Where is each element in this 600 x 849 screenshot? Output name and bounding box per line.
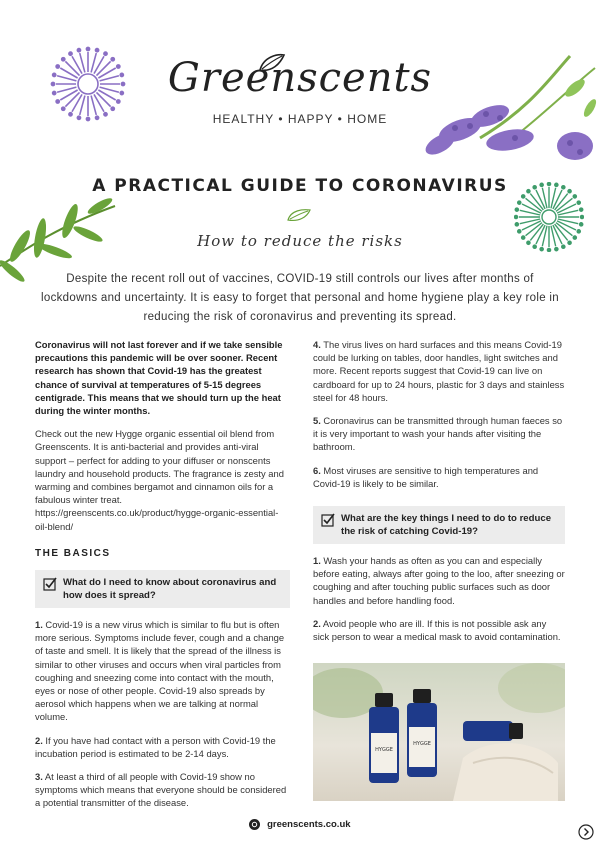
mandala-dot (580, 208, 583, 211)
mandala-dot (555, 183, 558, 186)
essential-oil-bottles-photo (313, 663, 565, 801)
mandala-dot (555, 248, 558, 251)
mandala-dot (573, 236, 576, 239)
mandala-dot (120, 91, 123, 94)
mandala-dot (53, 73, 56, 76)
lead-paragraph: Coronavirus will not last forever and if we take sensible precautions this pandemic will be over sooner. Recent research has shown that Covid-19 has the greatest chance of survival at temperatures of 5-15 degrees centigrade. This means that we should turn up the heat during the winter months. (35, 339, 283, 417)
checkbox-checked-icon (321, 513, 335, 527)
intro-paragraph: Despite the recent roll out of vaccines, COVID-19 still controls our lives after months of lockdowns and uncertainty. It is easy to forget that personal and home hygiene play a key role in reducing the risk of coronavirus and preventing its spread. (41, 273, 559, 323)
mandala-dot (62, 58, 65, 61)
list-item (313, 414, 565, 454)
mandala-dot (77, 49, 80, 52)
tip-number: 1. (313, 555, 321, 567)
list-item (313, 617, 565, 643)
mandala-dot (120, 73, 123, 76)
point-number: 5. (313, 415, 321, 427)
mandala-dot (568, 241, 571, 244)
tip-text: Avoid people who are ill. If this is not possible ask any sick person to wear a medical mask to avoid contamination. (313, 617, 561, 643)
mandala-center (78, 74, 98, 94)
bottle-label: HYGGE (375, 747, 393, 753)
mandala-dot (540, 183, 543, 186)
point-text: Most viruses are sensitive to high temperatures and Covid-19 is likely to be similar. (313, 464, 539, 489)
mandala-dot (518, 230, 521, 233)
point-number: 4. (313, 339, 321, 350)
lavender-mandala-icon (48, 44, 128, 124)
website-link[interactable]: greenscents.co.uk (267, 819, 351, 831)
list-item (35, 618, 290, 724)
question-box-reduce-risk (313, 506, 565, 544)
point-number: 6. (313, 464, 321, 476)
mandala-dot (518, 201, 521, 204)
mandala-dot (51, 82, 54, 85)
leaf-divider-icon (285, 207, 313, 223)
mandala-petal (96, 61, 110, 75)
mandala-petal (65, 61, 79, 75)
brand-tagline: HEALTHY • HAPPY • HOME (212, 112, 388, 126)
mandala-dot (111, 58, 114, 61)
mandala-dot (577, 201, 580, 204)
list-item (35, 734, 290, 760)
left-column (35, 338, 290, 820)
question-text: What are the key things I need to do to reduce the risk of catching Covid-19? (341, 513, 552, 538)
mandala-dot (514, 215, 517, 218)
mandala-dot (95, 116, 98, 119)
mandala-dot (56, 100, 59, 103)
mandala-dot (547, 182, 550, 185)
instagram-icon (249, 819, 260, 830)
mandala-dot (547, 248, 550, 251)
point-number: 3. (35, 771, 43, 783)
list-item (35, 770, 290, 810)
mandala-dot (562, 186, 565, 189)
mandala-dot (104, 113, 107, 116)
mandala-dot (540, 248, 543, 251)
point-text: If you have had contact with a person with Covid-19 the incubation period is estimated to be 2-14 days. (35, 734, 276, 759)
mandala-dot (527, 241, 530, 244)
mandala-dot (533, 245, 536, 248)
mandala-dot (111, 107, 114, 110)
point-text: Coronavirus can be transmitted through human faeces so it is very important to wash your hands after visiting the bathroom. (313, 415, 563, 453)
mandala-center (542, 210, 556, 224)
point-text: The virus lives on hard surfaces and this means Covid-19 could be lurking on tables, door handles, light switches and more. Recent reports suggest that Covid-19 can live on cardboard for up to 24 hours, plastic for 3 days and stainless steel for 48 hours. (313, 339, 565, 403)
mandala-dot (86, 47, 89, 50)
point-text: At least a third of all people with Covid-19 show no symptoms which means that everyone should be considered a potential transmitter of the disease. (35, 771, 287, 809)
question-text: What do I need to know about coronavirus and how does it spread? (63, 577, 277, 602)
mandala-dot (117, 100, 120, 103)
mandala-dot (53, 91, 56, 94)
mandala-dot (121, 82, 124, 85)
mandala-dot (568, 190, 571, 193)
point-number: 2. (35, 734, 43, 746)
mandala-dot (580, 215, 583, 218)
question-box-spread (35, 570, 290, 608)
mandala-dot (69, 113, 72, 116)
mandala-dot (86, 117, 89, 120)
point-text: Covid-19 is a new virus which is similar to flu but is often more serious. Symptoms include fever, cough and a change of taste and smell. It is likely that the spread of the illness is similar to other viruses and occurs when viral particles from coughing and sneezing come into contact with the mouth, eyes or nose of other people. Covid-19 also spreads by aerosol which happens when we are talking at normal volume. (35, 619, 285, 723)
section-title-basics: THE BASICS (35, 547, 111, 559)
tip-text: Wash your hands as often as you can and especially before eating, always after going to the loo, after sneezing or coughing and after touching public surfaces such as door handles and before handling food. (313, 555, 565, 606)
brand-logo (160, 52, 440, 126)
mandala-dot (562, 245, 565, 248)
mandala-dot (577, 230, 580, 233)
list-item (313, 338, 565, 404)
leaf-logo-icon (258, 52, 286, 74)
mandala-dot (515, 223, 518, 226)
bottle-label: HYGGE (413, 741, 431, 747)
list-item (313, 464, 565, 490)
mandala-dot (573, 195, 576, 198)
mandala-dot (95, 49, 98, 52)
mandala-dot (515, 208, 518, 211)
point-number: 1. (35, 619, 43, 631)
page-subtitle: How to reduce the risks (197, 232, 403, 250)
mandala-dot (104, 52, 107, 55)
mandala-petal (65, 92, 79, 106)
tip-number: 2. (313, 617, 321, 629)
footer (0, 819, 600, 830)
mandala-dot (580, 223, 583, 226)
mandala-dot (77, 116, 80, 119)
mandala-dot (522, 236, 525, 239)
list-item (313, 554, 565, 607)
mandala-dot (62, 107, 65, 110)
promo-paragraph: Check out the new Hygge organic essential oil blend from Greenscents. It is anti-bacterial and provides anti-viral support – perfect for adding to your diffuser or nonscents laundry and household products. The fragrance is zesty and warming and combines bergamot and cinnamon oils for a fabulous winter treat. https://greenscents.co.uk/product/hygge-organic-essential-oil-blend/ (35, 428, 284, 532)
checkbox-checked-icon (43, 577, 57, 591)
mandala-dot (56, 65, 59, 68)
right-column (313, 338, 565, 653)
page-title: A PRACTICAL GUIDE TO CORONAVIRUS (92, 176, 508, 196)
mandala-dot (69, 52, 72, 55)
lavender-sprig-illustration (420, 48, 600, 168)
mandala-dot (117, 65, 120, 68)
mandala-petal (96, 92, 110, 106)
brand-name: Greenscents (167, 55, 433, 101)
next-page-button[interactable] (578, 824, 594, 840)
